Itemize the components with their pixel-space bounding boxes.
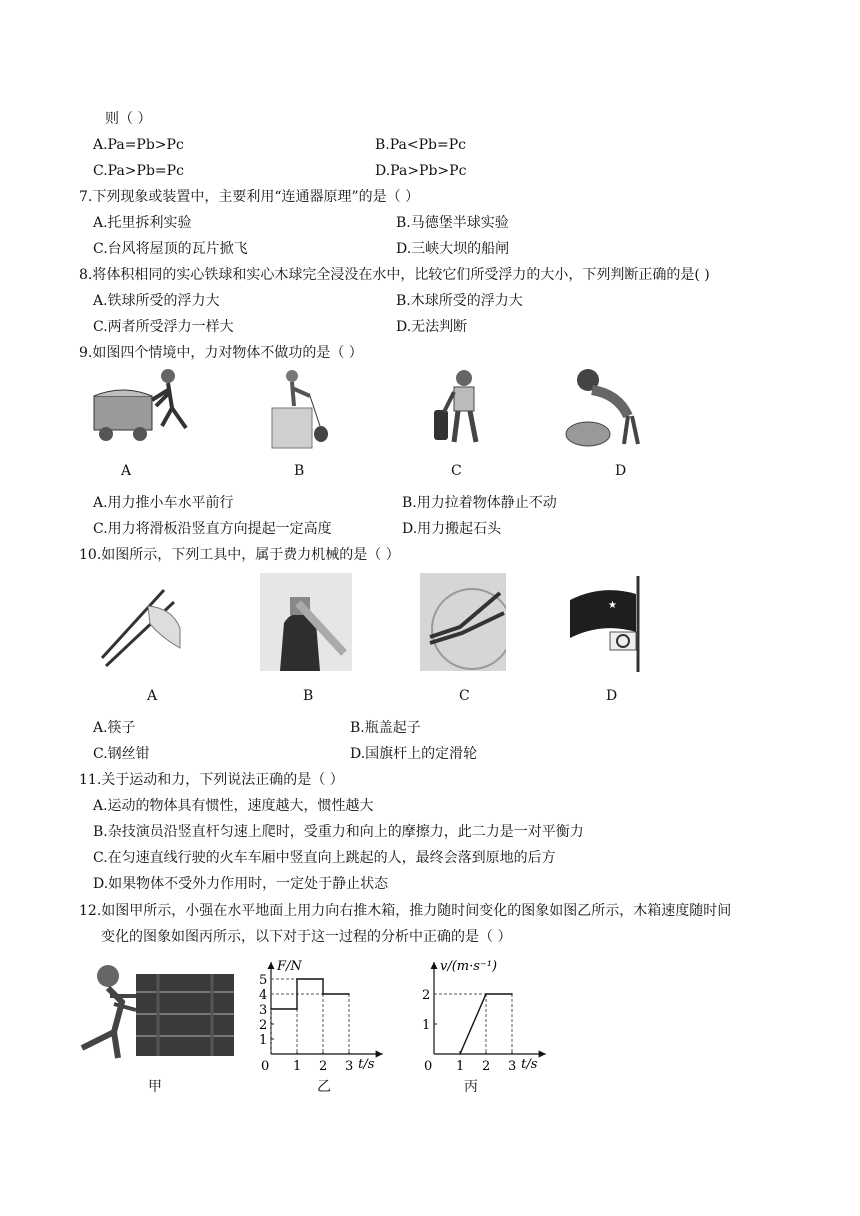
velocity-chart-data-point (511, 993, 513, 995)
velocity-chart-y-label: v/(m·s⁻¹) (440, 959, 498, 974)
force-chart-data-point (348, 993, 350, 995)
force-chart-x-tick: 3 (345, 1059, 354, 1074)
q9-image-pulling-object (270, 368, 340, 450)
q12-fig-label-yi: 乙 (317, 1079, 331, 1095)
velocity-chart-y-tick: 2 (422, 988, 431, 1003)
q9-label-b: B (294, 463, 305, 479)
q6-option-c: C.Pa>Pb=Pc (93, 163, 184, 179)
q6-option-a: A.Pa=Pb>Pc (93, 137, 184, 153)
q10-option-b: B.瓶盖起子 (350, 720, 421, 736)
q7-option-d: D.三峡大坝的船闸 (396, 241, 510, 257)
q10-image-bottle-opener (260, 573, 352, 671)
q12-stem-line2: 变化的图象如图丙所示，以下对于这一过程的分析中正确的是（ ） (101, 929, 512, 945)
q9-label-d: D (615, 463, 627, 479)
q9-image-pushing-cart (88, 366, 198, 446)
q8-stem: 8.将体积相同的实心铁球和实心木球完全浸没在水中，比较它们所受浮力的大小，下列判断正确的是( ) (79, 267, 710, 283)
force-chart-y-tick: 2 (259, 1018, 268, 1033)
q10-stem: 10.如图所示，下列工具中，属于费力机械的是（ ） (79, 547, 400, 563)
force-chart-y-label: F/N (277, 959, 302, 974)
force-chart-data-point (296, 978, 298, 980)
q6-stem-tail: 则（ ） (105, 111, 152, 127)
q9-label-a: A (121, 463, 132, 479)
q10-option-c: C.钢丝钳 (93, 746, 150, 762)
q7-option-a: A.托里拆利实验 (93, 215, 192, 231)
q9-option-c: C.用力将滑板沿竖直方向提起一定高度 (93, 521, 332, 537)
velocity-chart-x-tick: 3 (508, 1059, 517, 1074)
q6-option-b: B.Pa<Pb=Pc (375, 137, 466, 153)
q9-option-d: D.用力搬起石头 (402, 521, 502, 537)
q9-image-lifting-stone (558, 366, 648, 448)
q10-label-d: D (606, 688, 618, 704)
q7-option-c: C.台风将屋顶的瓦片掀飞 (93, 241, 248, 257)
velocity-chart-y-tick: 1 (422, 1018, 431, 1033)
force-chart-y-tick: 3 (259, 1003, 268, 1018)
force-chart-x-label: t/s (358, 1057, 375, 1072)
q9-image-carrying-skateboard (428, 368, 498, 454)
force-chart-data-point (270, 1008, 272, 1010)
q10-option-a: A.筷子 (93, 720, 136, 736)
q10-image-pliers (420, 573, 506, 671)
q12-figure-bing-velocity-chart (418, 954, 558, 1078)
q10-label-a: A (147, 688, 158, 704)
q8-option-a: A.铁球所受的浮力大 (93, 293, 220, 309)
q7-option-b: B.马德堡半球实验 (396, 215, 509, 231)
force-chart-x-tick: 2 (319, 1059, 328, 1074)
q12-fig-label-bing: 丙 (464, 1079, 478, 1095)
q9-option-b: B.用力拉着物体静止不动 (402, 495, 557, 511)
q12-figure-yi-force-chart (255, 954, 395, 1078)
q11-option-b: B.杂技演员沿竖直杆匀速上爬时，受重力和向上的摩擦力，此二力是一对平衡力 (93, 824, 584, 840)
velocity-chart-x-label: t/s (521, 1057, 538, 1072)
q12-figure-jia-pushing-box (78, 962, 240, 1062)
force-chart-data-point (322, 978, 324, 980)
q9-stem: 9.如图四个情境中，力对物体不做功的是（ ） (79, 345, 363, 361)
q8-option-b: B.木球所受的浮力大 (396, 293, 523, 309)
q10-image-flagpole-pulley (566, 576, 646, 672)
velocity-chart-x-tick: 0 (424, 1059, 433, 1074)
velocity-chart-x-tick: 2 (482, 1059, 491, 1074)
q9-option-a: A.用力推小车水平前行 (93, 495, 234, 511)
q7-stem: 7.下列现象或装置中，主要利用“连通器原理”的是（ ） (79, 189, 420, 205)
force-chart-data-point (322, 993, 324, 995)
force-chart-x-tick: 0 (261, 1059, 270, 1074)
q11-stem: 11.关于运动和力，下列说法正确的是（ ） (79, 772, 344, 788)
q10-label-b: B (303, 688, 314, 704)
q11-option-a: A.运动的物体具有惯性，速度越大，惯性越大 (93, 798, 374, 814)
force-chart-data-point (296, 1008, 298, 1010)
velocity-chart-data-point (485, 993, 487, 995)
force-chart-y-tick: 4 (259, 988, 268, 1003)
svg-text:★: ★ (608, 600, 617, 611)
velocity-chart-data-point (459, 1053, 461, 1055)
q8-option-d: D.无法判断 (396, 319, 468, 335)
velocity-chart-x-tick: 1 (456, 1059, 465, 1074)
q10-label-c: C (459, 688, 470, 704)
q12-fig-label-jia: 甲 (148, 1079, 162, 1095)
q9-label-c: C (451, 463, 462, 479)
force-chart-y-tick: 5 (259, 973, 268, 988)
q8-option-c: C.两者所受浮力一样大 (93, 319, 234, 335)
q10-option-d: D.国旗杆上的定滑轮 (350, 746, 478, 762)
q6-option-d: D.Pa>Pb>Pc (375, 163, 467, 179)
q12-stem-line1: 12.如图甲所示，小强在水平地面上用力向右推木箱，推力随时间变化的图象如图乙所示，木箱速度随时间 (79, 903, 732, 919)
q10-image-chopsticks (92, 578, 182, 670)
force-chart-x-tick: 1 (293, 1059, 302, 1074)
q11-option-c: C.在匀速直线行驶的火车车厢中竖直向上跳起的人，最终会落到原地的后方 (93, 850, 556, 866)
force-chart-y-tick: 1 (259, 1033, 268, 1048)
q11-option-d: D.如果物体不受外力作用时，一定处于静止状态 (93, 876, 389, 892)
